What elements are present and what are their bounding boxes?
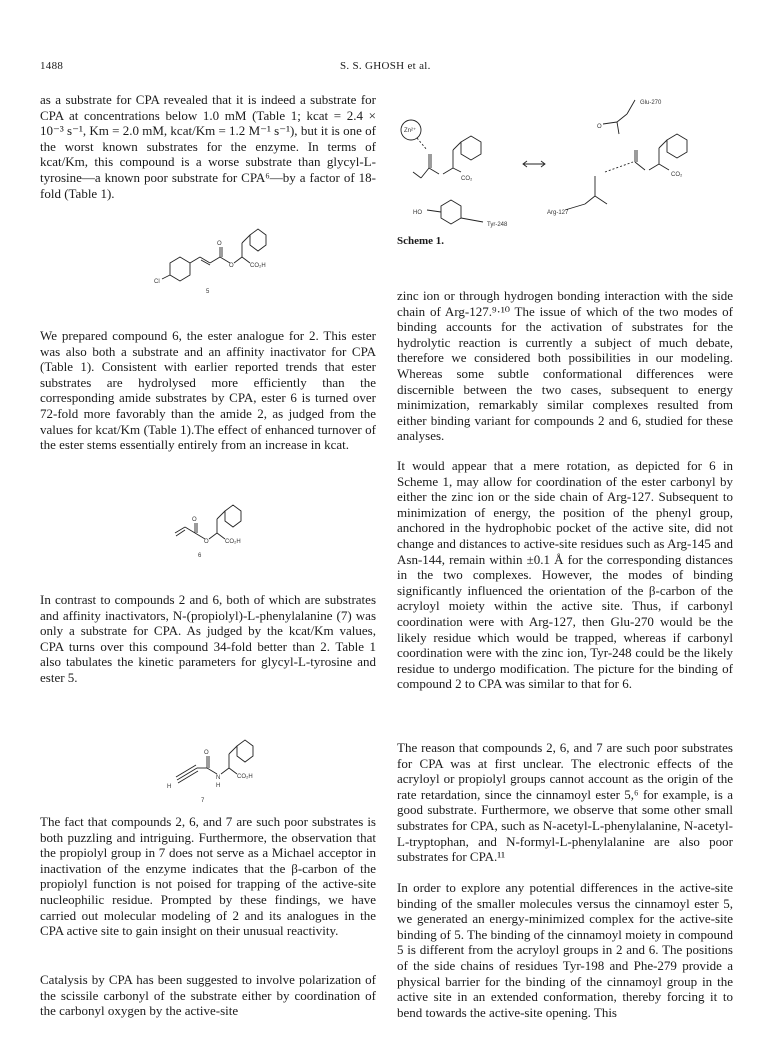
left-paragraph-2: We prepared compound 6, the ester analogue for 2. This ester was also both a substrate and an affinity inactivator for CPA (Table 1). Consistent with earlier reported trends that ester substrates are hydrolysed more efficiently than the corresponding amide substrates by CPA, ester 6 is turned over 72-fold more favorably than the amide 2, as judged from the values for kcat/Km (Table 1).The effect of enhanced turnover of the ester stems essentially entirely from an increase in kcat.: [40, 328, 376, 453]
svg-text:HO: HO: [413, 210, 422, 216]
right-paragraph-2: It would appear that a mere rotation, as depicted for 6 in Scheme 1, may allow for coordination of the ester carbonyl by either the zinc ion or the side chain of Arg-127. Subsequent to minimization of energy, the position of the phenyl group, anchored in the hydrophobic pocket of the active site, did not change and distances to active-site residues such as Arg-145 and Asn-144, remain within ±0.1 Å for the corresponding distances in the two complexes. However, the modes of binding significantly influenced the orientation of the β-carbon of the acryloyl moiety within the active site. Thus, if carbonyl coordination were with Arg-127, then Glu-270 would be the likely residue which would be trapped, whereas if carbonyl coordination were with the zinc ion, Tyr-248 could be the likely residue to undergo modification. The picture for the binding of compound 2 to CPA was similar to that for 6.: [397, 458, 733, 692]
svg-text:CO₂: CO₂: [461, 176, 473, 182]
structure-5: [150, 215, 280, 295]
left-paragraph-1: as a substrate for CPA revealed that it is indeed a substrate for CPA at concentrations below 1.0 mM (Table 1; kcat = 2.4 × 10⁻³ s⁻¹, Km = 2.0 mM, kcat/Km = 1.2 M⁻¹ s⁻¹), but it is one of the worst known substrates for the enzyme. In terms of kcat/Km, this compound is a worse substrate than glycyl-L-tyrosine—a known poor substrate for CPA⁶—by a factor of 18-fold (Table 1).: [40, 92, 376, 201]
svg-text:O: O: [217, 241, 222, 247]
page-number: 1488: [40, 60, 64, 72]
left-paragraph-4: The fact that compounds 2, 6, and 7 are such poor substrates is both puzzling and intriguing. Furthermore, the observation that the propiolyl group in 7 does not serve as a Michael acceptor in inactivation of the enzyme indicates that the β-carbon of the propiolyl function is not poised for trapping of the active-site nucleophilic residue. Prompted by these findings, we have carried out molecular modeling of 2 and its analogues in the CPA active site to gain insight on their unusual reactivity.: [40, 814, 376, 939]
svg-text:O: O: [204, 539, 209, 545]
structure-6: [165, 485, 265, 560]
svg-text:Cl: Cl: [154, 279, 160, 285]
svg-text:Glu-270: Glu-270: [640, 100, 662, 106]
svg-text:O: O: [597, 124, 602, 130]
svg-text:CO₂H: CO₂H: [250, 263, 266, 269]
svg-text:Zn²⁺: Zn²⁺: [404, 128, 417, 134]
svg-text:CO₂H: CO₂H: [225, 539, 241, 545]
svg-text:CO₂H: CO₂H: [237, 774, 253, 780]
scheme-1: [395, 92, 735, 232]
svg-text:6: 6: [198, 553, 202, 559]
svg-text:5: 5: [206, 289, 210, 295]
svg-text:Tyr-248: Tyr-248: [487, 222, 508, 228]
svg-text:O: O: [204, 750, 209, 756]
scheme-caption: Scheme 1.: [397, 235, 445, 247]
left-paragraph-3: In contrast to compounds 2 and 6, both of which are substrates and affinity inactivators, N-(propiolyl)-L-phenylalanine (7) was only a substrate for CPA. As judged by the kcat/Km values, CPA turns over this compound 34-fold better than 2. Table 1 also tabulates the kinetic parameters for glycyl-L-tyrosine and ester 5.: [40, 592, 376, 685]
svg-text:H: H: [167, 784, 172, 790]
right-paragraph-1: zinc ion or through hydrogen bonding interaction with the side chain of Arg-127.⁹·¹⁰ The issue of which of the two modes of binding accounts for the activation of substrates for the hydrolytic reaction is currently a subject of much debate, therefore we considered both possibilities in our modeling. Whereas some subtle conformational differences were discernible between the two cases, subsequent to energy minimization, remarkably similar complexes resulted from either binding variant for compounds 2 and 6, studied for these analyses.: [397, 288, 733, 444]
svg-text:H: H: [216, 783, 221, 789]
svg-text:N: N: [216, 775, 221, 781]
svg-text:CO₂: CO₂: [671, 172, 683, 178]
structure-7: [165, 730, 275, 810]
svg-text:O: O: [192, 517, 197, 523]
svg-text:7: 7: [201, 798, 205, 804]
svg-text:O: O: [229, 263, 234, 269]
left-paragraph-5: Catalysis by CPA has been suggested to involve polarization of the scissile carbonyl of the substrate either by coordination of the carbonyl oxygen by the active-site: [40, 972, 376, 1019]
right-paragraph-4: In order to explore any potential differences in the active-site binding of the smaller molecules versus the cinnamoyl ester 5, we generated an energy-minimized complex for the active-site binding of 5. The binding of the cinnamoyl moiety in compound 5 is different from the acryloyl groups in 2 and 6. The positions of the side chains of residues Tyr-198 and Phe-279 provide a physical barrier for the binding of the cinnamoyl group in the active site in an extended conformation, thereby forcing it to bend towards the active-site opening. This: [397, 880, 733, 1020]
svg-text:Arg-127: Arg-127: [547, 210, 569, 216]
running-title: S. S. GHOSH et al.: [340, 60, 431, 72]
right-paragraph-3: The reason that compounds 2, 6, and 7 are such poor substrates for CPA was at first unclear. The electronic effects of the acryloyl or propiolyl groups cannot account as the origin of the rate retardation, since the cinnamoyl ester 5,⁶ for example, is a good substrate. Furthermore, we observe that some other small substrates for CPA, such as N-acetyl-L-phenylalanine, N-acetyl-L-tryptophan, and N-formyl-L-phenylalanine are also poor substrates for CPA.¹¹: [397, 740, 733, 865]
